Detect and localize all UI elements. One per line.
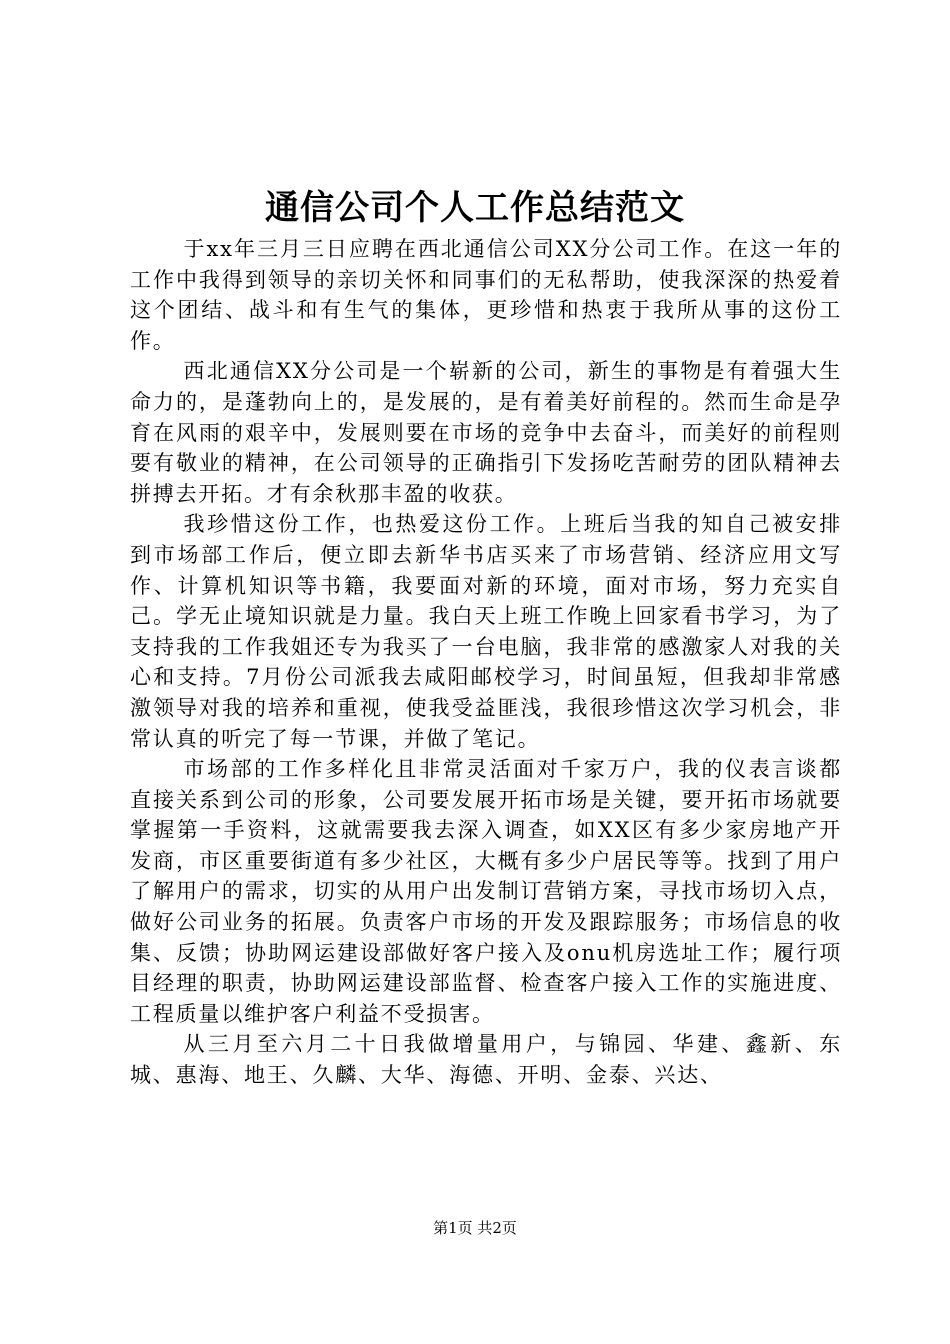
paragraph: 市场部的工作多样化且非常灵活面对千家万户，我的仪表言谈都直接关系到公司的形象，公司要发展开拓市场是关键，要开拓市场就要掌握第一手资料，这就需要我去深入调查，如XX区有多少家房地产开发商，市区重要街道有多少社区，大概有多少户居民等等。找到了用户了解用户的需求，切实的从用户出发制订营销方案，寻找市场切入点，做好公司业务的拓展。负责客户市场的开发及跟踪服务；市场信息的收集、反馈；协助网运建设部做好客户接入及onu机房选址工作；履行项目经理的职责，协助网运建设部监督、检查客户接入工作的实施进度、工程质量以维护客户利益不受损害。 <box>130 757 842 1026</box>
paragraph: 于xx年三月三日应聘在西北通信公司XX分公司工作。在这一年的工作中我得到领导的亲切关怀和同事们的无私帮助，使我深深的热爱着这个团结、战斗和有生气的集体，更珍惜和热衷于我所从事的这份工作。 <box>130 237 842 353</box>
paragraph: 从三月至六月二十日我做增量用户，与锦园、华建、鑫新、东城、惠海、地王、久麟、大华、海德、开明、金泰、兴达、 <box>130 1032 842 1088</box>
document-body <box>130 234 842 1091</box>
paragraph: 西北通信XX分公司是一个崭新的公司，新生的事物是有着强大生命力的，是蓬勃向上的，是发展的，是有着美好前程的。然而生命是孕育在风雨的艰辛中，发展则要在市场的竞争中去奋斗，而美好的前程则要有敬业的精神，在公司领导的正确指引下发扬吃苦耐劳的团队精神去拼搏去开拓。才有余秋那丰盈的收获。 <box>130 359 842 506</box>
page-footer: 第1页 共2页 <box>433 1219 517 1237</box>
document-title: 通信公司个人工作总结范文 <box>265 188 685 228</box>
paragraph: 我珍惜这份工作，也热爱这份工作。上班后当我的知自己被安排到市场部工作后，便立即去新华书店买来了市场营销、经济应用文写作、计算机知识等书籍，我要面对新的环境，面对市场，努力充实自己。学无止境知识就是力量。我白天上班工作晚上回家看书学习，为了支持我的工作我姐还专为我买了一台电脑，我非常的感激家人对我的关心和支持。7月份公司派我去咸阳邮校学习，时间虽短，但我却非常感激领导对我的培养和重视，使我受益匪浅，我很珍惜这次学习机会，非常认真的听完了每一节课，并做了笔记。 <box>130 512 842 751</box>
